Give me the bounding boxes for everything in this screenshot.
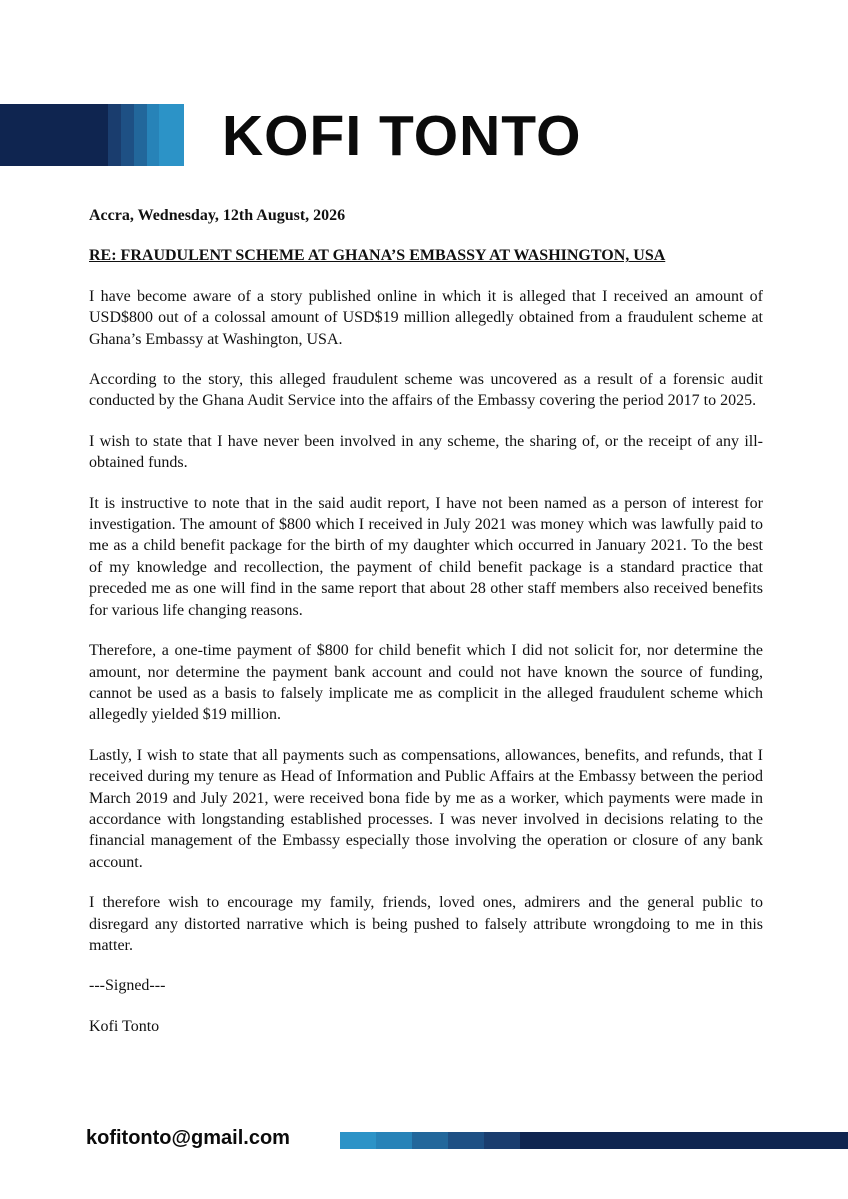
paragraph: Therefore, a one-time payment of $800 for child benefit which I did not solicit for, nor determine the amount, nor determine the payment bank account and could not have known the source of funding, cannot be used as a basis to falsely implicate me as complicit in the alleged fraudulent scheme which allegedly yielded $19 million.: [89, 642, 763, 724]
header-color-band: [0, 104, 184, 166]
letter-body: [89, 205, 763, 1056]
footer-email: kofitonto@gmail.com: [86, 1127, 290, 1149]
paragraph: It is instructive to note that in the said audit report, I have not been named as a person of interest for investigation. The amount of $800 which I received in July 2021 was money which was lawfully paid to me as a child benefit package for the birth of my daughter which occurred in January 2021. To the best of my knowledge and recollection, the payment of child benefit package is a standard practice that preceded me as one will find in the same report that about 28 other staff members also received benefits for various life changing reasons.: [89, 494, 763, 619]
signatory-name: Kofi Tonto: [89, 1017, 160, 1035]
paragraph: I wish to state that I have never been involved in any scheme, the sharing of, or the receipt of any ill-obtained funds.: [89, 432, 763, 472]
footer-band-segment: [520, 1132, 848, 1149]
subject-line: RE: FRAUDULENT SCHEME AT GHANA’S EMBASSY AT WASHINGTON, USA: [89, 247, 666, 265]
paragraph: I have become aware of a story published online in which it is alleged that I received an amount of USD$800 out of a colossal amount of USD$19 million allegedly obtained from a fraudulent scheme at Ghana’s Embassy at Washington, USA.: [89, 287, 763, 348]
header-band-segment: [0, 104, 108, 166]
paragraph: According to the story, this alleged fraudulent scheme was uncovered as a result of a forensic audit conducted by the Ghana Audit Service into the affairs of the Embassy covering the period 2017 to 2025.: [89, 371, 763, 410]
dateline: Accra, Wednesday, 12th August, 2026: [89, 207, 346, 224]
paragraph: Lastly, I wish to state that all payments such as compensations, allowances, benefits, and refunds, that I received during my tenure as Head of Information and Public Affairs at the Embassy between the period March 2019 and July 2021, were received bona fide by me as a worker, which payments were made in accordance with longstanding established processes. I was never involved in decisions relating to the financial management of the Embassy especially those involving the operation or closure of any bank account.: [89, 746, 763, 871]
brand-logo: KOFI TONTO: [222, 104, 582, 168]
header-band-segment: [121, 104, 134, 166]
footer-color-band: [340, 1132, 848, 1149]
signed-line: ---Signed---: [89, 977, 166, 995]
footer-band-segment: [448, 1132, 484, 1149]
footer-band-segment: [376, 1132, 412, 1149]
header-band-segment: [108, 104, 121, 166]
footer-band-segment: [412, 1132, 448, 1149]
header-band-segment: [134, 104, 147, 166]
footer-band-segment: [340, 1132, 376, 1149]
header-band-segment: [147, 104, 159, 166]
paragraph: I therefore wish to encourage my family, friends, loved ones, admirers and the general public to disregard any distorted narrative which is being pushed to falsely attribute wrongdoing to me in this matter.: [89, 894, 763, 954]
footer-band-segment: [484, 1132, 520, 1149]
header-band-segment: [159, 104, 184, 166]
